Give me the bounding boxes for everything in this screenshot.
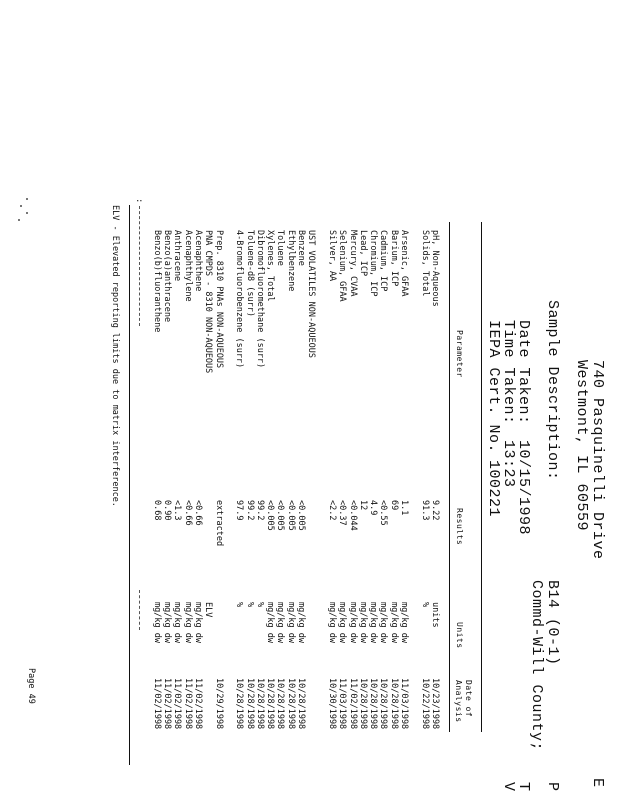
header-rule-top bbox=[481, 222, 482, 732]
cell-result: <0.044 bbox=[347, 500, 358, 531]
cell-result: 99.2 bbox=[244, 500, 255, 521]
cell-parameter: Cadmium, ICP bbox=[378, 230, 389, 292]
cell-result: 91.3 bbox=[419, 500, 430, 521]
cell-date: 10/28/1998 bbox=[275, 678, 286, 730]
scan-margin-mark: : bbox=[134, 198, 144, 204]
footnote-dashes-left bbox=[138, 206, 140, 326]
cell-units: mg/kg dw bbox=[285, 602, 296, 643]
header-rule-bottom bbox=[449, 222, 450, 732]
cell-parameter: Lead, ICP bbox=[357, 230, 368, 277]
cell-result: 9.22 bbox=[430, 500, 440, 521]
cell-result: <0.66 bbox=[182, 500, 193, 526]
cell-result: <1.3 bbox=[172, 500, 183, 521]
cell-units: mg/kg dw bbox=[193, 602, 204, 643]
cell-date: 11/02/1998 bbox=[193, 678, 204, 730]
cell-units: % bbox=[254, 602, 265, 608]
footnote-dashes-right bbox=[138, 590, 140, 630]
cell-units: mg/kg dw bbox=[265, 602, 276, 643]
scan-speck bbox=[18, 219, 20, 221]
cell-parameter: Toluene bbox=[275, 230, 286, 266]
cell-parameter: Silver, AA bbox=[327, 230, 337, 282]
cell-date: 11/02/1998 bbox=[162, 678, 173, 730]
address-city: Westmont, IL 60559 bbox=[573, 360, 590, 532]
cell-units: % bbox=[244, 602, 255, 608]
cell-result: 0.90 bbox=[162, 500, 173, 521]
cell-date: 11/02/1998 bbox=[172, 678, 183, 730]
cell-date: 10/28/1998 bbox=[388, 678, 399, 730]
cell-units: mg/kg dw bbox=[378, 602, 389, 643]
cell-result: <0.005 bbox=[275, 500, 286, 531]
sample-description-value: B14 (0-1) bbox=[544, 580, 561, 666]
date-taken-value: 10/15/1998 bbox=[515, 440, 532, 536]
col-header-date-2: Analysis bbox=[454, 680, 463, 723]
cell-result: 0.68 bbox=[151, 500, 162, 521]
cell-date: 10/28/1998 bbox=[296, 678, 307, 730]
cell-parameter: Selenium, GFAA bbox=[337, 230, 348, 302]
cell-date: 10/28/1998 bbox=[357, 678, 368, 730]
cell-parameter: Chromium, ICP bbox=[368, 230, 379, 297]
scan-speck bbox=[26, 198, 28, 200]
cell-result: extracted bbox=[213, 500, 224, 547]
cell-parameter: Mercury, CVAA bbox=[347, 230, 358, 297]
cell-units: mg/kg dw bbox=[275, 602, 286, 643]
cell-parameter: Ethylbenzene bbox=[285, 230, 296, 292]
cell-result: 99.2 bbox=[254, 500, 265, 521]
scan-speck bbox=[26, 212, 28, 214]
cell-result: <0.37 bbox=[337, 500, 348, 526]
cell-date: 10/28/1998 bbox=[254, 678, 265, 730]
cell-units: mg/kg dw bbox=[347, 602, 358, 643]
cell-parameter: PNA CMPDS - 8310 NON-AQUEOUS bbox=[203, 230, 214, 374]
cell-parameter: Toluene-d8 (surr) bbox=[244, 230, 255, 317]
cell-date: 10/28/1998 bbox=[265, 678, 276, 730]
cell-result: <0.66 bbox=[193, 500, 204, 526]
cell-parameter: Solids, Total bbox=[419, 230, 430, 297]
cell-parameter: Xylenes, Total bbox=[265, 230, 276, 302]
sample-description-label: Sample Description: bbox=[544, 300, 561, 481]
cell-date: 11/03/1998 bbox=[337, 678, 348, 730]
cell-result: <0.005 bbox=[296, 500, 307, 531]
edge-mark-v: V bbox=[500, 782, 517, 792]
edge-mark-p: P bbox=[544, 782, 561, 792]
cell-units: mg/kg dw bbox=[172, 602, 183, 643]
sample-county: Commd-Will County; bbox=[528, 580, 545, 752]
cell-parameter: pH, Non-Aqueous bbox=[430, 230, 440, 307]
cell-date: 11/02/1998 bbox=[182, 678, 193, 730]
cell-parameter: Benzo(b)fluoranthene bbox=[151, 230, 162, 333]
cell-date: 11/02/1998 bbox=[347, 678, 358, 730]
cell-result: <0.005 bbox=[265, 500, 276, 531]
iepa-cert-value: 100221 bbox=[485, 460, 502, 518]
cell-units: mg/kg dw bbox=[151, 602, 162, 643]
cell-parameter: Acenaphthene bbox=[193, 230, 204, 292]
footnote-text: ELV - Elevated reporting limits due to matrix interference. bbox=[110, 205, 120, 507]
cell-parameter: Anthracene bbox=[172, 230, 183, 282]
footnote-rule bbox=[129, 205, 130, 765]
cell-parameter: UST VOLATILES NON-AQUEOUS bbox=[306, 230, 317, 358]
cell-date: 10/28/1998 bbox=[234, 678, 245, 730]
cell-parameter: Prep. 8310 PNAs NON-AQUEOUS bbox=[213, 230, 224, 369]
cell-units: mg/kg dw bbox=[182, 602, 193, 643]
cell-result: 97.9 bbox=[234, 500, 245, 521]
time-taken-label: Time Taken: bbox=[500, 320, 517, 425]
cell-units: mg/kg dw bbox=[357, 602, 368, 643]
cell-parameter: Benzo(a)anthracene bbox=[162, 230, 173, 323]
cell-date: 10/28/1998 bbox=[285, 678, 296, 730]
cell-parameter: Barium, ICP bbox=[388, 230, 399, 287]
col-header-units: Units bbox=[455, 622, 464, 649]
page-label: Page 49 bbox=[26, 668, 36, 704]
col-header-parameter: Parameter bbox=[455, 330, 464, 378]
cell-result: 69 bbox=[388, 500, 399, 511]
cell-parameter: Dibromofluoromethane (surr) bbox=[254, 230, 265, 369]
cell-date: 10/29/1998 bbox=[213, 678, 224, 730]
col-header-results: Results bbox=[455, 508, 464, 546]
cell-parameter: 4-Bromofluorobenzene (surr) bbox=[234, 230, 245, 369]
cell-date: 10/28/1998 bbox=[368, 678, 379, 730]
cell-date: 11/03/1998 bbox=[399, 678, 410, 730]
cell-units: % bbox=[234, 602, 245, 608]
iepa-cert-label: IEPA Cert. No. bbox=[485, 320, 502, 454]
cell-parameter: Benzene bbox=[296, 230, 307, 266]
cell-result: <0.005 bbox=[285, 500, 296, 531]
cell-units: units bbox=[430, 602, 440, 628]
cell-units: ELV bbox=[203, 602, 214, 618]
date-taken-label: Date Taken: bbox=[515, 320, 532, 425]
edge-mark-t: T bbox=[515, 782, 532, 792]
cell-units: mg/kg dw bbox=[162, 602, 173, 643]
cell-units: % bbox=[419, 602, 430, 608]
cell-date: 10/28/1998 bbox=[378, 678, 389, 730]
cell-date: 10/28/1998 bbox=[244, 678, 255, 730]
cell-parameter: Arsenic, GFAA bbox=[399, 230, 410, 297]
cell-result: 1.1 bbox=[399, 500, 410, 516]
cell-parameter: Acenaphthylene bbox=[182, 230, 193, 302]
address-street: 740 Pasquinelli Drive bbox=[589, 360, 606, 560]
cell-units: mg/kg dw bbox=[337, 602, 348, 643]
col-header-date-1: Date of bbox=[464, 680, 473, 718]
cell-units: mg/kg dw bbox=[388, 602, 399, 643]
cell-result: <2.2 bbox=[327, 500, 337, 521]
cell-result: 12 bbox=[357, 500, 368, 511]
cell-date: 10/22/1998 bbox=[419, 678, 430, 730]
cell-date: 10/30/1998 bbox=[327, 678, 337, 730]
cell-date: 10/23/1998 bbox=[430, 678, 440, 730]
cell-units: mg/kg dw bbox=[399, 602, 410, 643]
scan-speck bbox=[20, 205, 22, 207]
cell-result: 4.9 bbox=[368, 500, 379, 516]
cell-result: <0.55 bbox=[378, 500, 389, 526]
cell-date: 11/02/1998 bbox=[151, 678, 162, 730]
cell-units: mg/kg dw bbox=[368, 602, 379, 643]
cell-units: mg/kg dw bbox=[296, 602, 307, 643]
time-taken-value: 13:23 bbox=[500, 440, 517, 488]
cell-units: mg/kg dw bbox=[327, 602, 337, 643]
edge-mark-e: E bbox=[589, 778, 606, 788]
